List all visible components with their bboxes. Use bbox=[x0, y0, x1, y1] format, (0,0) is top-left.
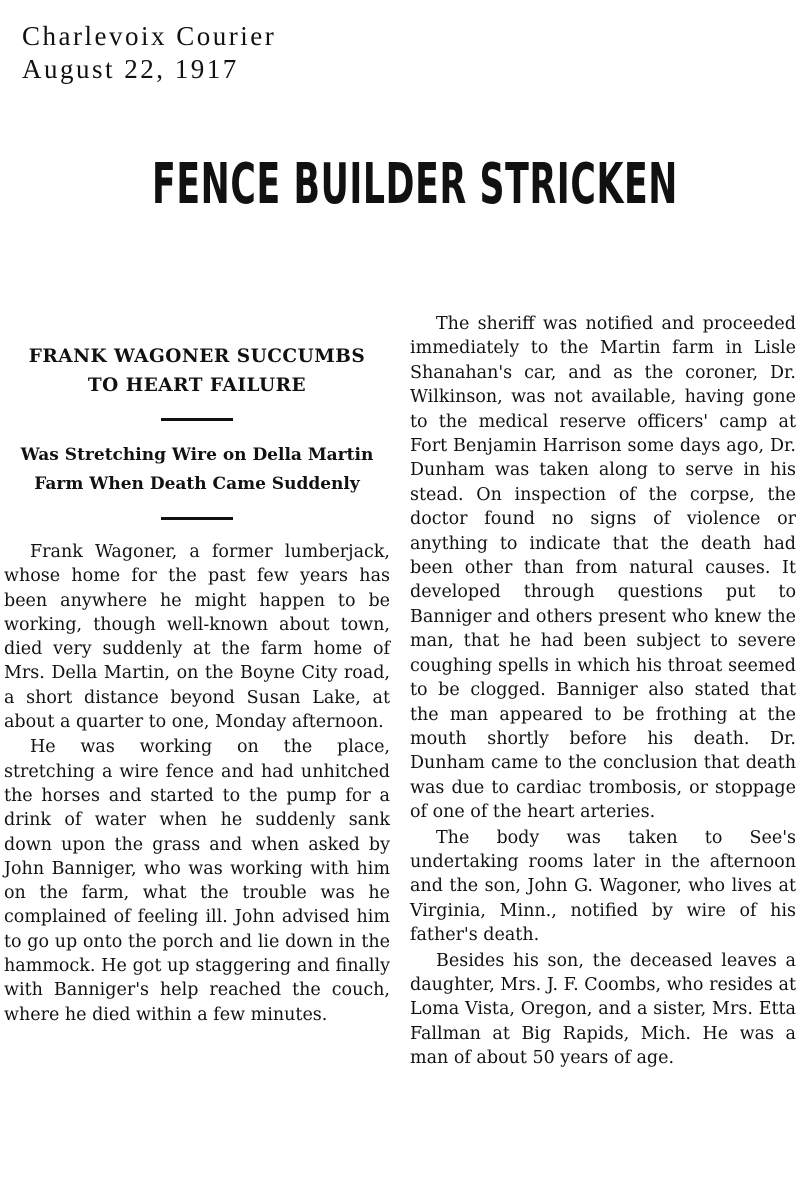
column-divider-rule bbox=[161, 517, 233, 520]
subheadline-line-2: TO HEART FAILURE bbox=[87, 375, 307, 396]
column-divider-rule bbox=[161, 418, 233, 421]
article-paragraph: Besides his son, the deceased leaves a daughter, Mrs. J. F. Coombs, who resides at Loma Vista, Oregon, and a sister, Mrs. Etta Fallman at Big Rapids, Mich. He was a man of about 50 years of age. bbox=[410, 950, 796, 1069]
article-paragraph: He was working on the place, stretching a wire fence and had unhitched the horses and started to the pump for a drink of water when he suddenly sank down upon the grass and when asked by John Banniger, who was working with him on the farm, what the trouble was he complained of feeling ill. John advised him to go up onto the porch and lie down in the hammock. He got up staggering and finally with Banniger's help reached the couch, where he died within a few minutes. bbox=[4, 737, 390, 1025]
source-caption bbox=[22, 20, 276, 86]
right-column bbox=[410, 312, 796, 1071]
publication-name: Charlevoix Courier bbox=[22, 21, 277, 51]
article-paragraph: Frank Wagoner, a former lumberjack, whose home for the past few years has been anywhere he might happen to be working, though well-known about town, died very suddenly at the farm home of Mrs. Della Martin, on the Boyne City road, a short distance beyond Susan Lake, at about a quarter to one, Monday afternoon. bbox=[4, 542, 390, 733]
article-paragraph: The body was taken to See's undertaking rooms later in the afternoon and the son, John G. Wagoner, who lives at Virginia, Minn., notified by wire of his father's death. bbox=[410, 827, 796, 946]
article-headline: FENCE BUILDER STRICKEN bbox=[152, 152, 678, 217]
left-column bbox=[4, 342, 390, 1027]
article-paragraph: The sheriff was notified and proceeded immediately to the Martin farm in Lisle Shanahan's car, and as the coroner, Dr. Wilkinson, was not available, having gone to the medical reserve officers' camp at Fort Benjamin Harrison some days ago, Dr. Dunham was taken along to serve in his stead. On inspection of the corpse, the doctor found no signs of violence or anything to indicate that the death had been other than from natural causes. It developed through questions put to Banniger and others present who knew the man, that he had been subject to severe coughing spells in which his throat seemed to be clogged. Banniger also stated that the man appeared to be frothing at the mouth shortly before his death. Dr. Dunham came to the conclusion that death was due to cardiac trombosis, or stoppage of one of the heart arteries. bbox=[410, 314, 796, 823]
article-deck: Was Stretching Wire on Della Martin Farm When Death Came Suddenly bbox=[20, 445, 374, 494]
subheadline-line-1: FRANK WAGONER SUCCUMBS bbox=[28, 346, 366, 367]
publication-date: August 22, 1917 bbox=[22, 54, 239, 84]
